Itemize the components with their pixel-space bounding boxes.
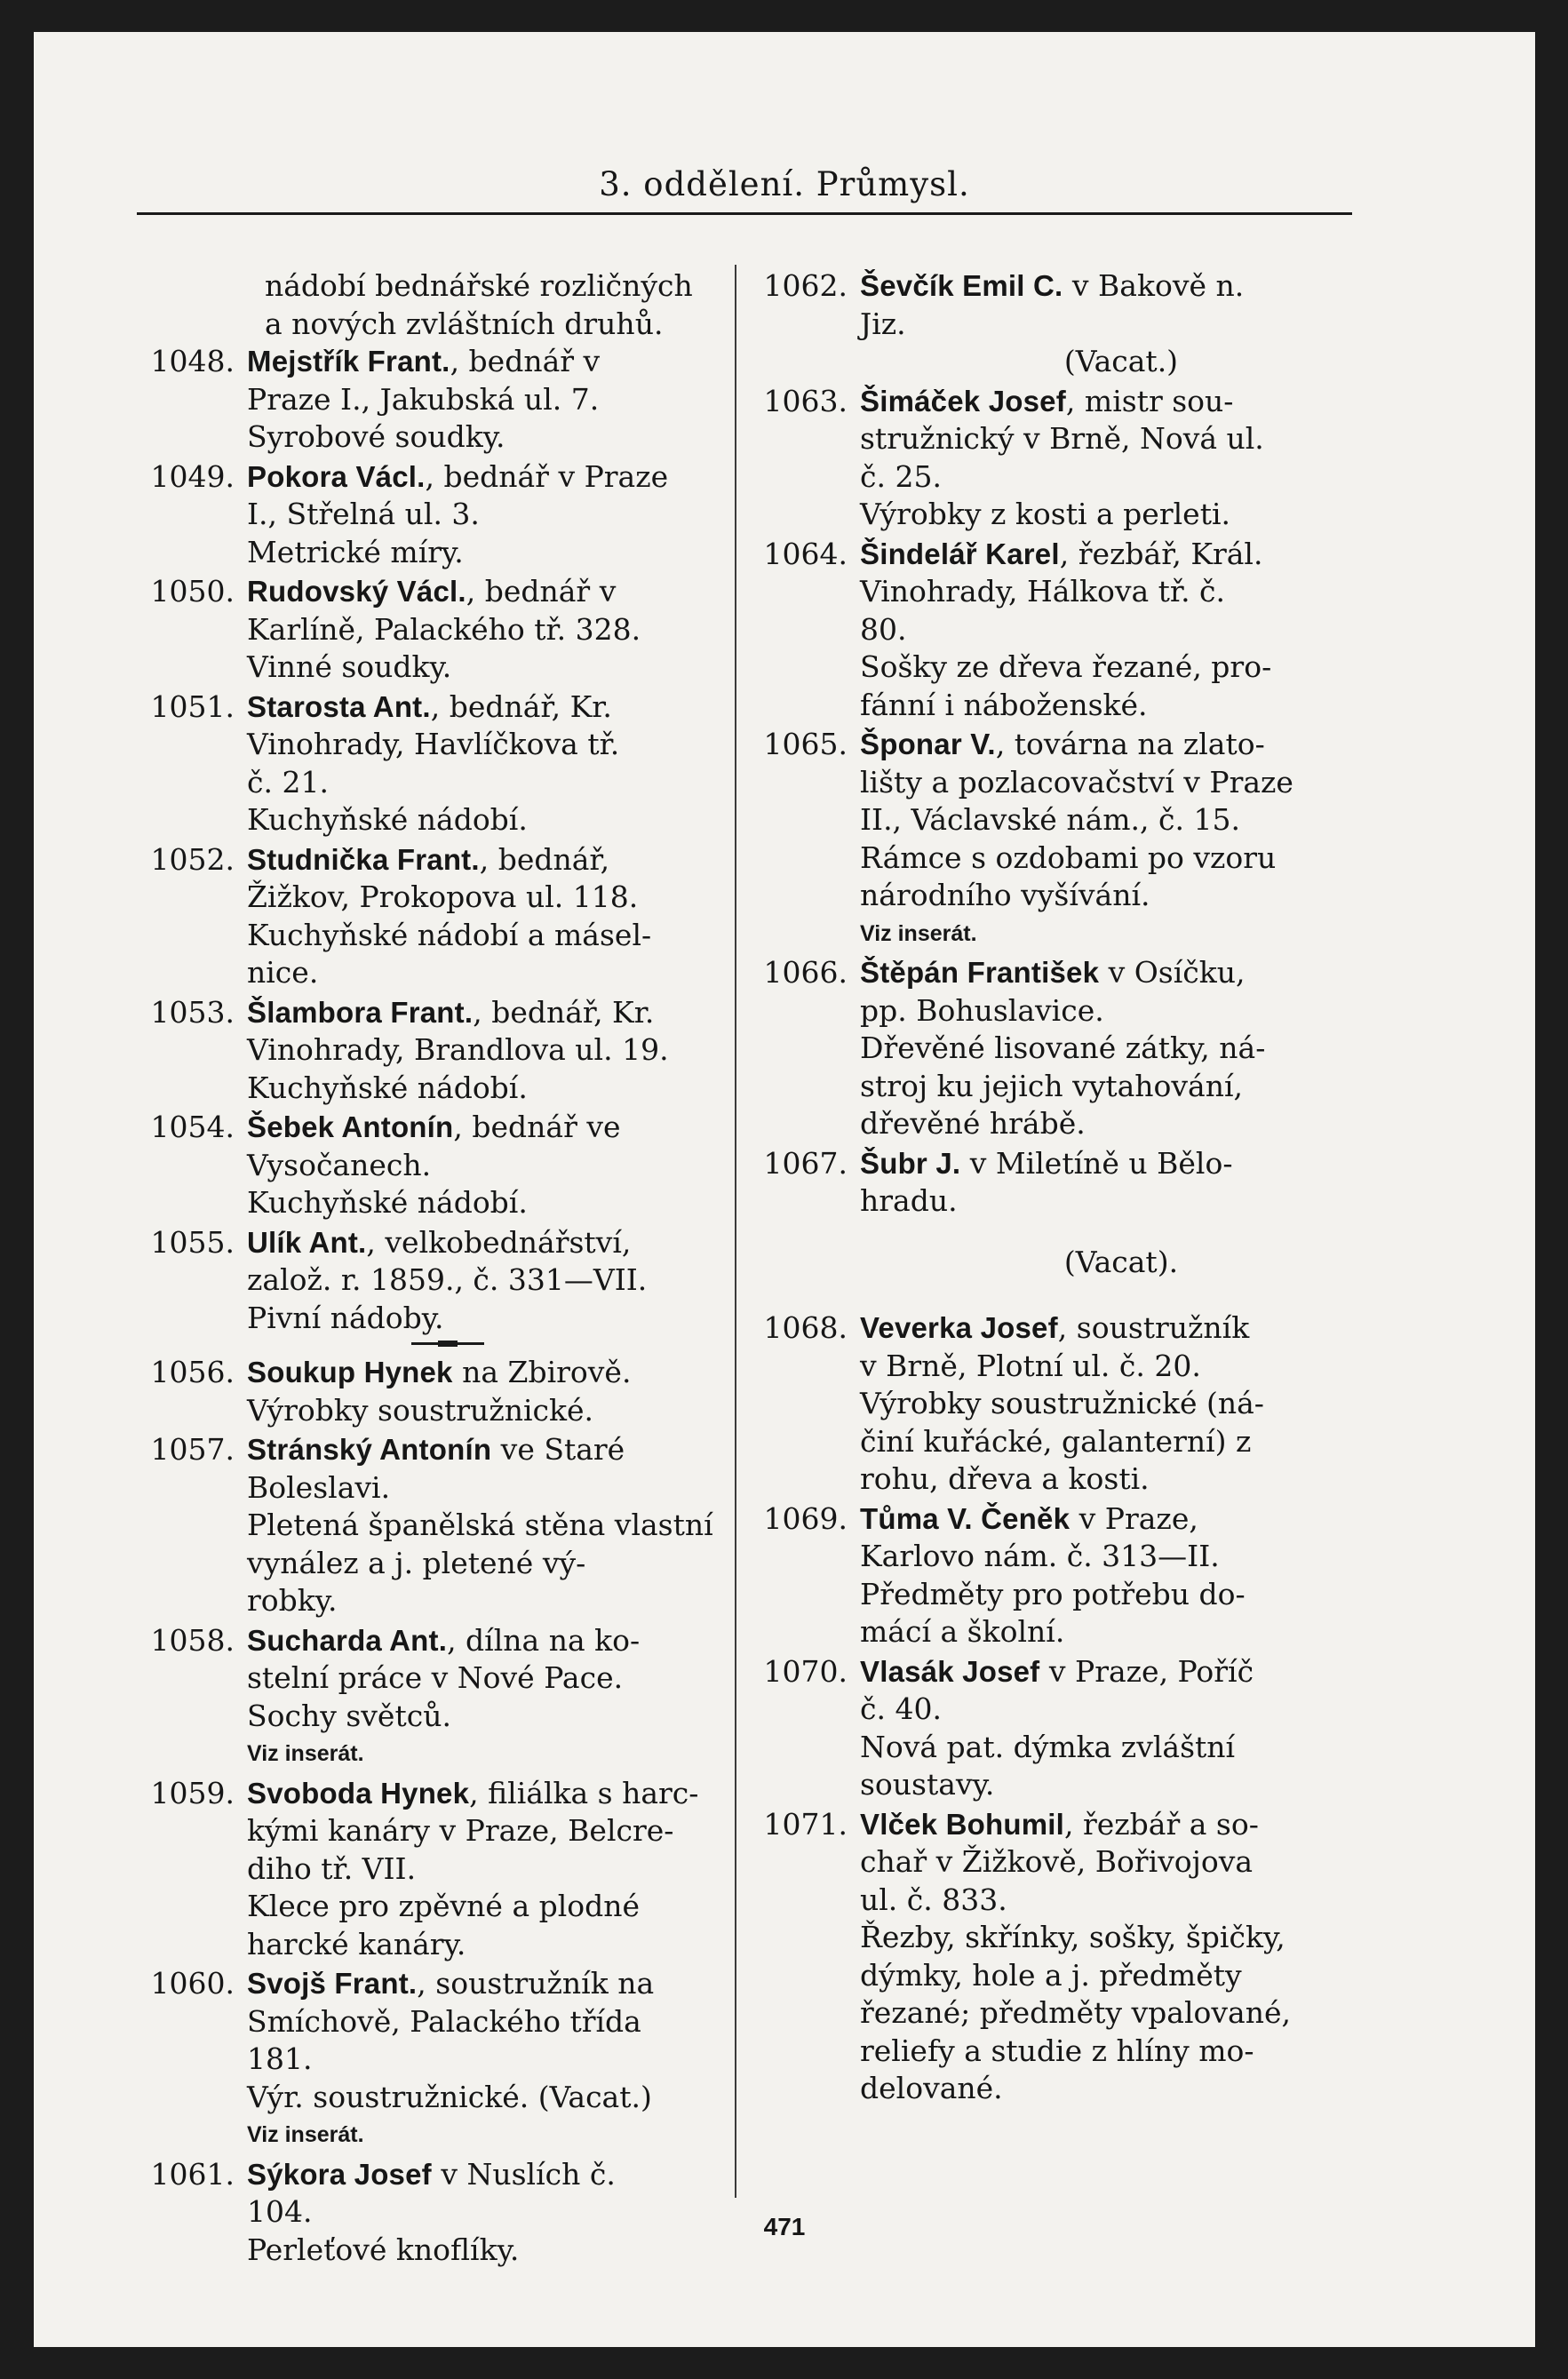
entry-name: Mejstřík Frant. <box>247 345 450 378</box>
entry-first-line <box>247 2156 768 2194</box>
entry-text: činí kuřácké, galanterní) z <box>860 1423 1252 1459</box>
entry-text: č. 40. <box>860 1691 942 1726</box>
entry-text: , bednář v Praze <box>425 458 669 494</box>
entry-body <box>247 1224 768 1338</box>
entry-first-line <box>247 994 768 1032</box>
section-separator <box>411 1342 484 1345</box>
entry-number: 1069. <box>763 1500 848 1536</box>
entry-text: rohu, dřeva a kosti. <box>860 1461 1150 1496</box>
entry-body <box>247 458 768 572</box>
entry-name: Šindelář Karel <box>860 537 1060 570</box>
entry-name: Sýkora Josef <box>247 2157 432 2191</box>
entry-text: kými kanáry v Praze, Belcre- <box>247 1813 674 1848</box>
entry-body <box>247 1965 768 2154</box>
directory-entry <box>128 1431 768 1620</box>
entry-text: robky. <box>247 1583 338 1618</box>
entry-text: č. 25. <box>860 458 942 494</box>
directory-entry <box>128 1109 768 1222</box>
entry-name: Tůma V. Čeněk <box>860 1501 1071 1535</box>
entry-name: Sucharda Ant. <box>247 1623 448 1657</box>
entry-number: 1061. <box>150 2156 235 2192</box>
entry-name: Vlasák Josef <box>860 1654 1040 1688</box>
entry-name: Šebek Antonín <box>247 1110 454 1143</box>
entry-text: Sochy světců. <box>247 1698 451 1733</box>
entry-text: , velkobednářství, <box>366 1224 632 1260</box>
vacat-label: (Vacat.) <box>1063 344 1179 378</box>
entry-number: 1059. <box>150 1775 235 1810</box>
book-page <box>34 32 1535 2347</box>
entry-number: 1055. <box>150 1224 235 1260</box>
entry-text: Praze I., Jakubská ul. 7. <box>247 381 600 417</box>
entry-first-line <box>247 1775 768 1813</box>
entry-first-line <box>247 1965 768 2003</box>
entry-name: Ulík Ant. <box>247 1225 367 1259</box>
entry-body <box>860 383 1382 534</box>
entry-text: vynález a j. pletené vý- <box>247 1545 586 1580</box>
entry-first-line <box>247 1224 768 1262</box>
entry-first-line <box>247 573 768 611</box>
entry-name: Štěpán František <box>860 956 1100 989</box>
entry-text: Pletená španělská stěna vlastní <box>247 1508 713 1542</box>
entry-text: , bednář v <box>450 344 601 378</box>
directory-entry <box>752 1653 1382 1804</box>
directory-entry <box>128 1224 768 1338</box>
entry-text: stelní práce v Nové Pace. <box>247 1660 624 1695</box>
entry-body <box>247 1354 768 1429</box>
entry-text: II., Václavské nám., č. 15. <box>860 802 1240 837</box>
entry-body <box>247 688 768 839</box>
entry-text: na Zbirově. <box>452 1355 632 1389</box>
entry-text: , mistr sou- <box>1065 383 1234 418</box>
entry-number: 1052. <box>150 841 235 877</box>
entry-number: 1058. <box>150 1622 235 1658</box>
entry-text: národního vyšívání. <box>860 878 1150 912</box>
directory-entry <box>128 343 768 457</box>
entry-text: Karlíně, Palackého tř. 328. <box>247 611 641 647</box>
entry-text: Výrobky soustružnické (ná- <box>860 1386 1264 1420</box>
entry-name: Soukup Hynek <box>247 1356 453 1388</box>
entry-text: , řezbář a so- <box>1064 1806 1259 1842</box>
entry-first-line <box>860 1500 1382 1539</box>
entry-text: v Brně, Plotní ul. č. 20. <box>860 1348 1201 1383</box>
entry-text: Kuchyňské nádobí. <box>247 1070 528 1105</box>
entry-name: Šimáček Josef <box>860 384 1066 418</box>
entry-text: soustavy. <box>860 1767 995 1802</box>
entry-text: Pivní nádoby. <box>247 1300 444 1335</box>
entry-name: Studnička Frant. <box>247 842 480 876</box>
continued-text <box>128 267 768 343</box>
directory-entry <box>128 994 768 1108</box>
entry-first-line <box>247 1354 768 1392</box>
entry-text: Klece pro zpěvné a plodné <box>247 1889 641 1923</box>
entry-first-line <box>860 1145 1382 1183</box>
directory-entry <box>128 1775 768 1964</box>
entry-text: Karlovo nám. č. 313—II. <box>860 1539 1220 1573</box>
entry-text: Vinohrady, Havlíčkova tř. <box>247 727 620 761</box>
entry-number: 1057. <box>150 1432 235 1467</box>
entry-text: Výrobky z kosti a perleti. <box>860 497 1230 531</box>
entry-text: lišty a pozlacovačství v Praze <box>860 764 1293 800</box>
entry-number: 1066. <box>763 955 848 990</box>
entry-name: Rudovský Václ. <box>247 575 466 608</box>
entry-name: Svojš Frant. <box>247 1967 418 2000</box>
directory-entry <box>128 1622 768 1773</box>
entry-text: Kuchyňské nádobí. <box>247 1185 528 1220</box>
entry-text: hradu. <box>860 1183 958 1218</box>
entry-text: Sošky ze dřeva řezané, pro- <box>860 649 1272 684</box>
entry-text: Perleťové knoflíky. <box>247 2232 520 2267</box>
directory-entry <box>128 841 768 992</box>
entry-text: , soustružník na <box>417 1966 655 2001</box>
entry-text: mácí a školní. <box>860 1614 1065 1649</box>
entry-text: v Miletíně u Bělo- <box>960 1145 1233 1181</box>
entry-body <box>247 841 768 992</box>
entry-body <box>860 1145 1382 1309</box>
entry-text: v Osíčku, <box>1099 955 1246 990</box>
entry-first-line <box>860 267 1382 306</box>
entry-text: , bednář, Kr. <box>473 994 655 1030</box>
entry-text: , bednář v <box>466 574 617 609</box>
entry-text: Žižkov, Prokopova ul. 118. <box>247 879 639 914</box>
entry-first-line <box>860 1653 1382 1691</box>
entry-text: Vysočanech. <box>247 1147 432 1182</box>
entry-body <box>860 536 1382 725</box>
directory-entry <box>128 1965 768 2154</box>
entry-text: Jiz. <box>860 306 906 341</box>
entry-text: Kuchyňské nádobí a másel- <box>247 917 652 952</box>
entry-text: stroj ku jejich vytahování, <box>860 1068 1244 1103</box>
entry-first-line <box>860 1806 1382 1844</box>
entry-body <box>247 1431 768 1620</box>
entry-number: 1062. <box>763 268 848 303</box>
directory-entry <box>752 1309 1382 1499</box>
page-header: 3. oddělení. Průmysl. <box>599 165 970 203</box>
entry-first-line <box>860 536 1382 574</box>
entry-text: Výrobky soustružnické. <box>247 1392 594 1428</box>
entry-text: v Bakově n. <box>1063 268 1245 303</box>
entry-number: 1067. <box>763 1145 848 1181</box>
entry-text: Předměty pro potřebu do- <box>860 1576 1246 1611</box>
entry-first-line <box>247 1431 768 1469</box>
entry-text: Výr. soustružnické. (Vacat.) <box>247 2079 652 2114</box>
entry-body <box>860 1309 1382 1499</box>
entry-text: fánní i náboženské. <box>860 687 1148 722</box>
entry-text: 80. <box>860 611 907 647</box>
directory-entry <box>752 726 1382 952</box>
entry-text: 104. <box>247 2194 313 2229</box>
entry-body <box>247 994 768 1108</box>
header-rule <box>137 212 1352 215</box>
entry-name: Pokora Václ. <box>247 459 426 493</box>
entry-first-line <box>247 1109 768 1147</box>
entry-text: Rámce s ozdobami po vzoru <box>860 839 1277 875</box>
entry-body <box>860 1500 1382 1651</box>
entry-text: dřevěné hrábě. <box>860 1106 1086 1141</box>
entry-text: delované. <box>860 2071 1003 2105</box>
entry-text: harcké kanáry. <box>247 1926 466 1961</box>
entry-text: Metrické míry. <box>247 534 464 569</box>
entry-text: v Praze, <box>1070 1500 1198 1536</box>
entry-first-line <box>247 841 768 879</box>
entry-number: 1064. <box>763 536 848 571</box>
entry-text: Dřevěné lisované zátky, ná- <box>860 1030 1266 1065</box>
entry-first-line <box>247 1622 768 1660</box>
entry-body <box>860 1653 1382 1804</box>
entry-body <box>247 1775 768 1964</box>
left-column <box>128 267 768 2269</box>
entry-number: 1068. <box>763 1310 848 1345</box>
directory-entry <box>128 1354 768 1429</box>
entry-first-line <box>247 458 768 497</box>
text-line: a nových zvláštních druhů. <box>265 306 664 341</box>
entry-first-line <box>247 688 768 727</box>
entry-body <box>247 1109 768 1222</box>
entry-number: 1063. <box>763 383 848 418</box>
entry-name: Vlček Bohumil <box>860 1807 1064 1841</box>
entry-name: Veverka Josef <box>860 1311 1058 1344</box>
directory-entry <box>752 1806 1382 2108</box>
entry-text: Boleslavi. <box>247 1469 391 1505</box>
entry-text: v Praze, Poříč <box>1039 1653 1254 1689</box>
entry-body <box>860 267 1382 381</box>
insert-note: Viz inserát. <box>247 1741 364 1766</box>
entry-text: v Nuslích č. <box>431 2156 616 2192</box>
entry-number: 1048. <box>150 344 235 378</box>
entry-name: Svoboda Hynek <box>247 1776 470 1810</box>
entry-number: 1071. <box>763 1806 848 1842</box>
entry-text: Vinné soudky. <box>247 649 452 684</box>
entry-text: chař v Žižkově, Bořivojova <box>860 1844 1254 1879</box>
entry-number: 1065. <box>763 727 848 761</box>
directory-entry <box>128 458 768 572</box>
directory-entry <box>752 383 1382 534</box>
entry-name: Šubr J. <box>860 1146 961 1180</box>
insert-note: Viz inserát. <box>860 920 977 946</box>
entry-text: , bednář, <box>479 841 610 877</box>
right-column <box>752 267 1382 2108</box>
entry-text: , dílna na ko- <box>447 1622 641 1658</box>
entry-text: dýmky, hole a j. předměty <box>860 1957 1242 1993</box>
entry-name: Starosta Ant. <box>247 689 431 723</box>
directory-entry <box>752 536 1382 725</box>
entry-body <box>247 1622 768 1773</box>
entry-number: 1051. <box>150 688 235 724</box>
directory-entry <box>752 1500 1382 1651</box>
entry-text: ul. č. 833. <box>860 1882 1007 1917</box>
entry-first-line <box>860 954 1382 992</box>
entry-text: č. 21. <box>247 764 329 800</box>
directory-entry <box>752 1145 1382 1309</box>
entry-text: Řezby, skřínky, sošky, špičky, <box>860 1920 1285 1954</box>
entry-number: 1056. <box>150 1355 235 1389</box>
entry-text: Smíchově, Palackého třída <box>247 2003 641 2039</box>
page-number: 471 <box>763 2213 806 2240</box>
entry-text: I., Střelná ul. 3. <box>247 497 480 531</box>
entry-number: 1053. <box>150 994 235 1030</box>
entry-text: Kuchyňské nádobí. <box>247 802 528 837</box>
entry-body <box>247 343 768 457</box>
entry-body <box>860 954 1382 1143</box>
entry-text: Vinohrady, Brandlova ul. 19. <box>247 1032 669 1067</box>
entry-text: , soustružník <box>1057 1310 1250 1345</box>
entry-first-line <box>860 383 1382 421</box>
entry-text: Vinohrady, Hálkova tř. č. <box>860 574 1226 609</box>
entry-text: pp. Bohuslavice. <box>860 992 1104 1028</box>
entry-number: 1060. <box>150 1966 235 2001</box>
entry-text: založ. r. 1859., č. 331—VII. <box>247 1262 648 1297</box>
entry-number: 1049. <box>150 458 235 494</box>
entry-text: , řezbář, Král. <box>1059 536 1263 571</box>
entry-first-line <box>860 726 1382 764</box>
entry-first-line <box>860 1309 1382 1348</box>
entry-number: 1054. <box>150 1110 235 1144</box>
insert-note: Viz inserát. <box>247 2122 364 2147</box>
entry-body <box>860 726 1382 952</box>
entry-text: , bednář ve <box>453 1110 621 1144</box>
entry-text: řezané; předměty vpalované, <box>860 1995 1291 2030</box>
entry-number: 1050. <box>150 574 235 609</box>
entry-text: , filiálka s harc- <box>469 1775 699 1810</box>
entry-text: nice. <box>247 955 319 990</box>
entry-name: Šlambora Frant. <box>247 995 474 1029</box>
entry-text: ve Staré <box>491 1432 625 1467</box>
directory-entry <box>128 573 768 687</box>
entry-first-line <box>247 343 768 381</box>
entry-name: Ševčík Emil C. <box>860 269 1063 302</box>
entry-name: Stránský Antonín <box>247 1433 492 1466</box>
directory-entry <box>752 267 1382 381</box>
entry-text: , továrna na zlato- <box>995 727 1265 761</box>
entry-number: 1070. <box>763 1653 848 1689</box>
entry-body <box>860 1806 1382 2108</box>
entry-text: , bednář, Kr. <box>430 688 612 724</box>
entry-text: Nová pat. dýmka zvláštní <box>860 1729 1236 1764</box>
entry-name: Šponar V. <box>860 728 996 760</box>
entry-text: diho tř. VII. <box>247 1850 417 1886</box>
entry-text: 181. <box>247 2041 313 2076</box>
entry-text: Syrobové soudky. <box>247 419 505 454</box>
entry-text: stružnický v Brně, Nová ul. <box>860 421 1264 456</box>
vacat-label: (Vacat). <box>1063 1244 1179 1279</box>
entry-body <box>247 573 768 687</box>
text-line: nádobí bednářské rozličných <box>265 268 693 303</box>
directory-entry <box>752 954 1382 1143</box>
entry-text: reliefy a studie z hlíny mo- <box>860 2033 1254 2068</box>
directory-entry <box>128 688 768 839</box>
